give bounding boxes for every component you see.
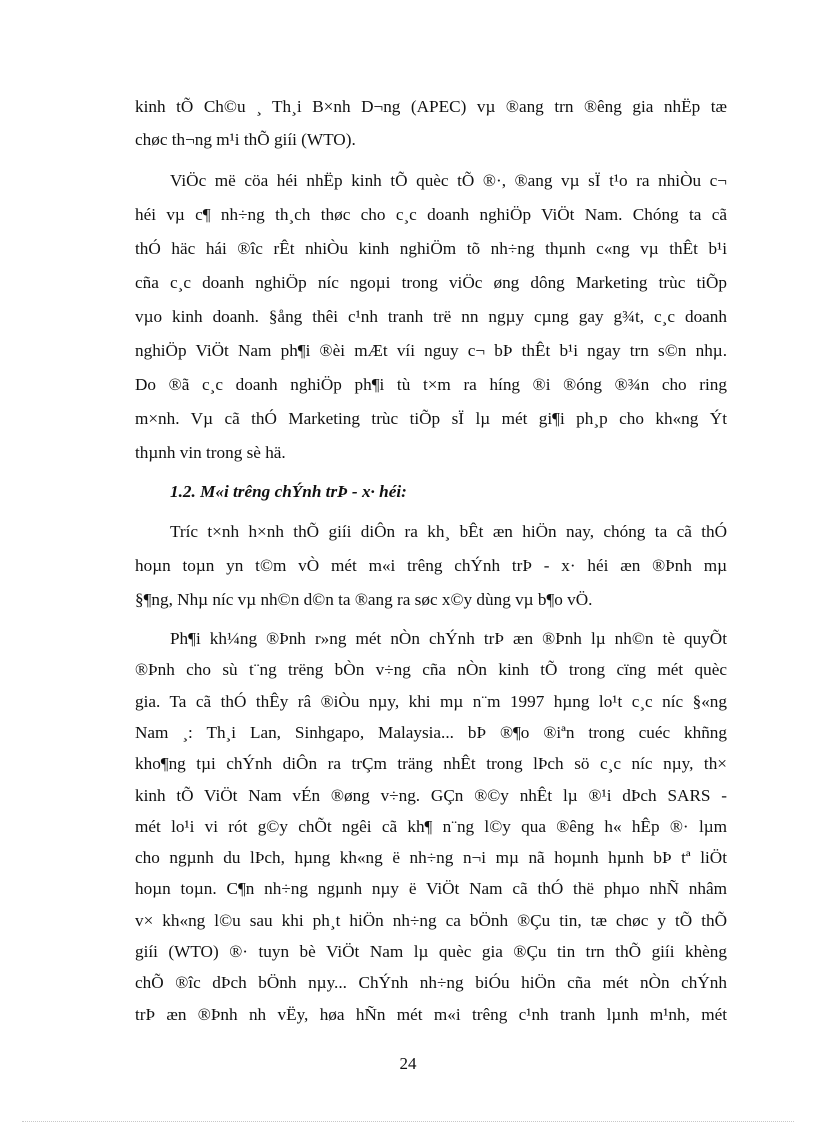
body-text-line-last: trÞ æn ®Þnh nh vËy, høa hÑn mét m«i trêng c¹nh tranh lµnh m¹nh, mét <box>135 1005 727 1024</box>
body-text-line: gia. Ta cã thÓ thÊy râ ®iÒu nµy, khi mµ n¨m 1997 hµng lo¹t c¸c níc §«ng <box>135 691 727 711</box>
body-text-line: héi vµ c¶ nh÷ng th¸ch thøc cho c¸c doanh nghiÖp ViÖt Nam. Chóng ta cã <box>135 205 727 224</box>
body-text-line: chøc th¬ng m¹i thÕ giíi (WTO). <box>135 130 356 149</box>
body-text-line: hoµn toµn. C¶n nh÷ng ngµnh nµy ë ViÖt Nam cã thÓ thë phµo nhÑ nhâm <box>135 879 727 899</box>
body-text-line: ®Þnh cho sù t¨ng trëng bÒn v÷ng cña nÒn kinh tÕ trong cïng mét quèc <box>135 660 727 680</box>
body-text-line: thµnh vin trong sè hä. <box>135 443 286 462</box>
body-text-line: vµo kinh doanh. §ång thêi c¹nh tranh trë nn ngµy cµng gay g¾t, c¸c doanh <box>135 307 727 326</box>
body-text-line: giíi (WTO) ®· tuyn bè ViÖt Nam lµ quèc gia ®Çu tin trn thÕ giíi khèng <box>135 942 727 961</box>
body-text-line: m×nh. Vµ cã thÓ Marketing trùc tiÕp sÏ lµ mét gi¶i ph¸p cho kh«ng Ýt <box>135 409 727 428</box>
body-text-line: kinh tÕ ViÖt Nam vÉn ®øng v÷ng. GÇn ®©y nhÊt lµ ®¹i dÞch SARS - <box>135 785 727 805</box>
body-text-line: nghiÖp ViÖt Nam ph¶i ®èi mÆt víi nguy c¬ bÞ thÊt b¹i ngay trn s©n nhµ. <box>135 341 727 360</box>
body-text-line: cña c¸c doanh nghiÖp níc ngoµi trong viÖc øng dông Marketing trùc tiÕp <box>135 273 727 292</box>
body-text-line: v× kh«ng l©u sau khi ph¸t hiÖn nh÷ng ca bÖnh ®Çu tin, tæ chøc y tÕ thÕ <box>135 910 727 930</box>
body-text-line: Do ®ã c¸c doanh nghiÖp ph¶i tù t×m ra híng ®i ®óng ®¾n cho ring <box>135 375 727 394</box>
body-text-line: hoµn toµn yn t©m vÒ mét m«i trêng chÝnh trÞ - x· héi æn ®Þnh mµ <box>135 556 727 575</box>
body-text-line: mét lo¹i vi rót g©y chÕt ngêi cã kh¶ n¨ng l©y qua ®êng h« hÊp ®· lµm <box>135 816 727 836</box>
paragraph-first-line: Tríc t×nh h×nh thÕ giíi diÔn ra kh¸ bÊt æn hiÖn nay, chóng ta cã thÓ <box>170 522 727 541</box>
body-text-line: thÓ häc hái ®îc rÊt nhiÒu kinh nghiÖm tõ nh÷ng thµnh c«ng vµ thÊt b¹i <box>135 239 727 258</box>
body-text-line: kho¶ng tµi chÝnh diÔn ra trÇm träng nhÊt trong lÞch sö c¸c níc nµy, th× <box>135 754 727 774</box>
paragraph-first-line: Ph¶i kh¼ng ®Þnh r»ng mét nÒn chÝnh trÞ æn ®Þnh lµ nh©n tè quyÕt <box>170 629 727 648</box>
page-number: 24 <box>399 1054 417 1073</box>
page-bottom-divider <box>22 1121 794 1122</box>
body-text-line: §¶ng, Nhµ níc vµ nh©n d©n ta ®ang ra søc x©y dùng vµ b¶o vÖ. <box>135 590 593 609</box>
body-text-line: kinh tÕ Ch©u ¸ Th¸i B×nh D¬ng (APEC) vµ ®ang trn ®êng gia nhËp tæ <box>135 97 727 116</box>
section-heading: 1.2. M«i trêng chÝnh trÞ - x· héi: <box>170 482 407 501</box>
body-text-line: Nam ¸: Th¸i Lan, Sinhgapo, Malaysia... bÞ ®¶o ®iªn trong cuéc khñng <box>135 722 727 742</box>
paragraph-first-line: ViÖc më cöa héi nhËp kinh tÕ quèc tÕ ®·, ®ang vµ sÏ t¹o ra nhiÒu c¬ <box>170 171 727 190</box>
body-text-line: chÕ ®îc dÞch bÖnh nµy... ChÝnh nh÷ng biÓu hiÖn cña mét nÒn chÝnh <box>135 973 727 993</box>
body-text-line: cho ngµnh du lÞch, hµng kh«ng ë nh÷ng n¬i mµ nã hoµnh hµnh bÞ tª liÖt <box>135 848 727 868</box>
